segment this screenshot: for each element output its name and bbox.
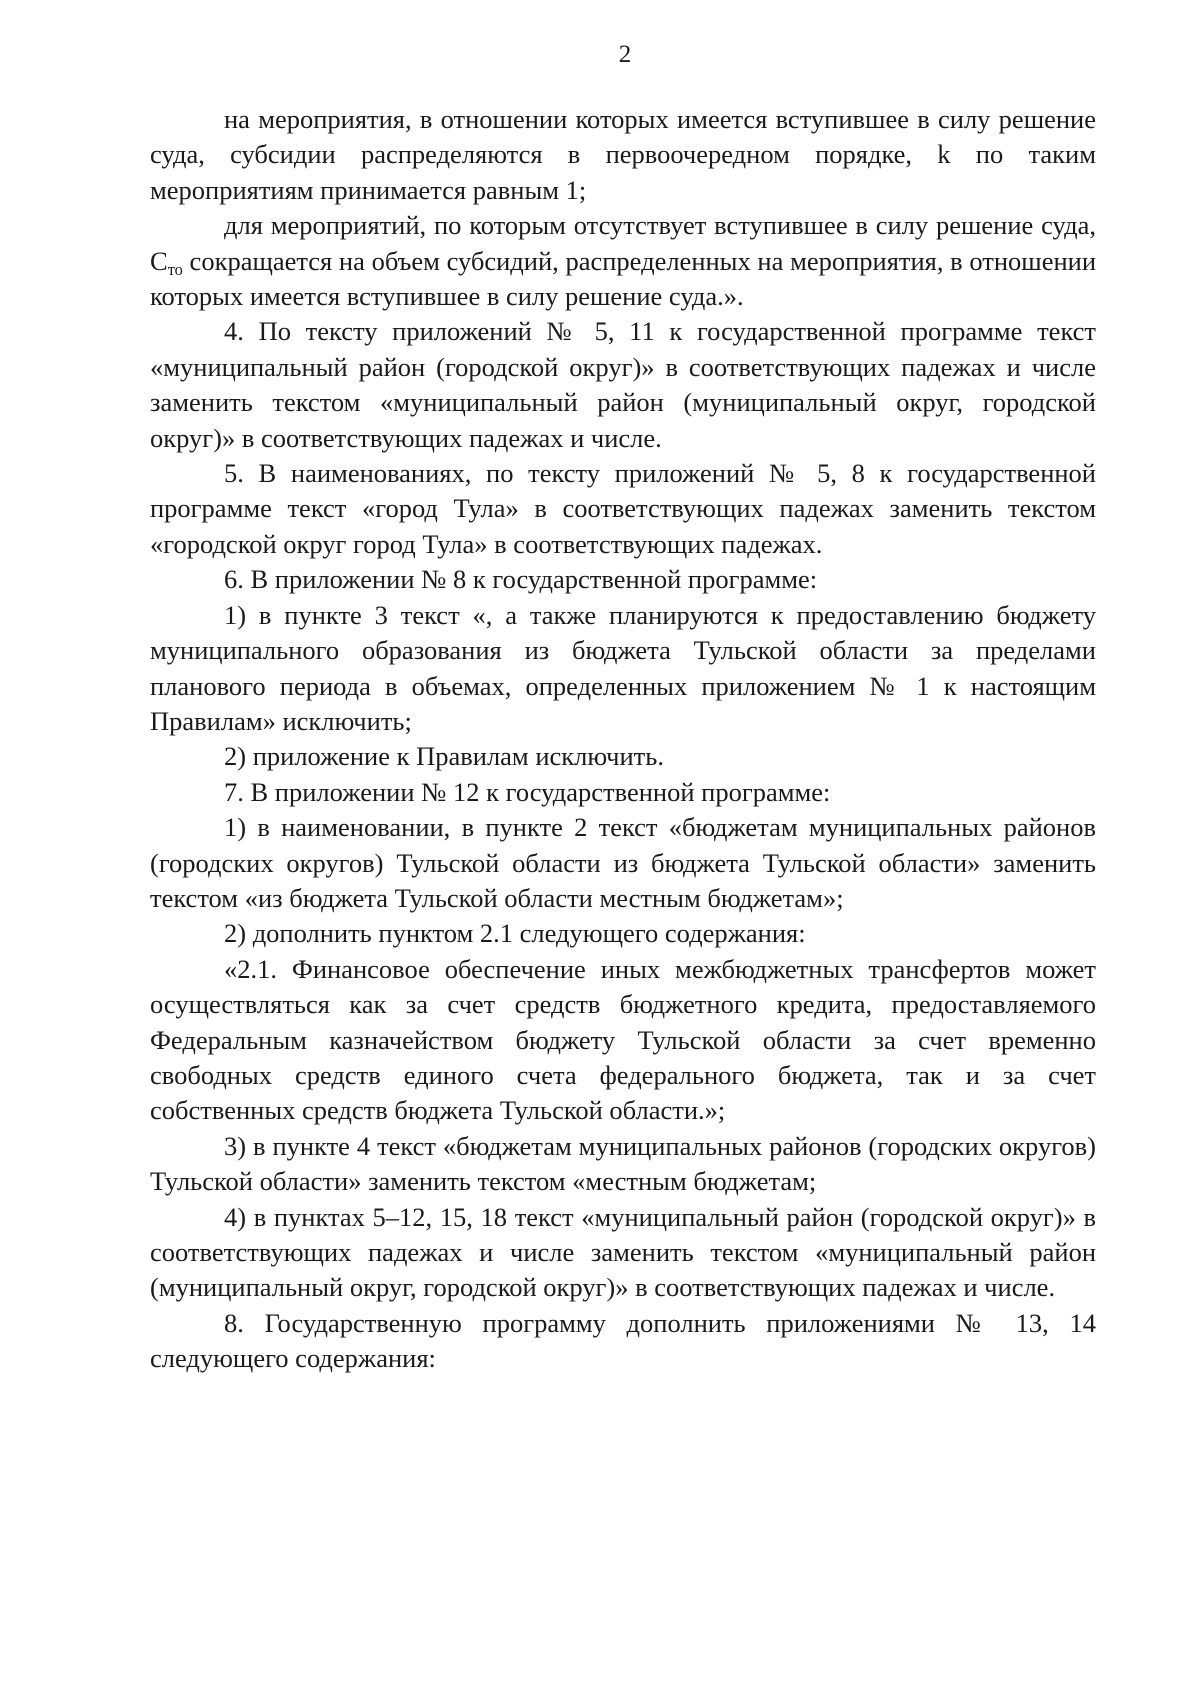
paragraph-subsidy-reduction [150, 208, 1096, 314]
paragraph-subsidy-reduction-end: сокращается на объем субсидий, распределенных на мероприятия, в отношении которых имеется вступившее в силу решение суда.». [150, 245, 1096, 312]
page-number: 2 [618, 41, 632, 68]
paragraph-item-6-2: 2) приложение к Правилам исключить. [224, 741, 664, 772]
paragraph-item-7: 7. В приложении № 12 к государственной программе: [224, 776, 831, 807]
paragraph-item-8: 8. Государственную программу дополнить приложениями № 13, 14 следующего содержания: [150, 1307, 1096, 1374]
paragraph-item-7-3: 3) в пункте 4 текст «бюджетам муниципальных районов (городских округов) Тульской области» заменить текстом «местным бюджетам; [150, 1130, 1096, 1197]
paragraph-item-5: 5. В наименованиях, по тексту приложений № 5, 8 к государственной программе текст «город Тула» в соответствующих падежах заменить текстом «городской округ город Тула» в соответствующих падежах. [150, 458, 1096, 559]
document-body [150, 102, 1096, 1377]
paragraph-item-4: 4. По тексту приложений № 5, 11 к государственной программе текст «муниципальный район (городской округ)» в соответствующих падежах и числе заменить текстом «муниципальный район (муниципальный округ, городской округ)» в соответствующих падежах и числе. [150, 316, 1096, 453]
paragraph-subsidy-priority: на мероприятия, в отношении которых имеется вступившее в силу решение суда, субсидии распределяются в первоочередном порядке, k по таким мероприятиям принимается равным 1; [150, 104, 1096, 205]
paragraph-item-7-4: 4) в пунктах 5–12, 15, 18 текст «муниципальный район (городской округ)» в соответствующих падежах и числе заменить текстом «муниципальный район (муниципальный округ, городской округ)» в соответствующих падежах и числе. [150, 1201, 1096, 1303]
paragraph-item-6-1: 1) в пункте 3 текст «, а также планируются к предоставлению бюджету муниципального образования из бюджета Тульской области за пределами планового периода в объемах, определенных приложением № 1 к настоящим Правилам» исключить; [150, 599, 1096, 736]
paragraph-item-7-1: 1) в наименовании, в пункте 2 текст «бюджетам муниципальных районов (городских округов) Тульской области из бюджета Тульской области» заменить текстом «из бюджета Тульской области местным бюджетам»; [150, 812, 1096, 913]
paragraph-subsidy-reduction-start: для мероприятий, по которым отсутствует вступившее в силу решение суда, С [150, 210, 1096, 276]
paragraph-item-7-2: 2) дополнить пунктом 2.1 следующего содержания: [224, 918, 806, 949]
subscript-to: то [167, 259, 183, 279]
paragraph-clause-2-1: «2.1. Финансовое обеспечение иных межбюджетных трансфертов может осуществляться как за счет средств бюджетного кредита, предоставляемого Федеральным казначейством бюджету Тульской области за счет временно свободных средств единого счета федерального бюджета, так и за счет собственных средств бюджета Тульской области.»; [150, 953, 1096, 1126]
paragraph-item-6: 6. В приложении № 8 к государственной программе: [224, 564, 818, 595]
